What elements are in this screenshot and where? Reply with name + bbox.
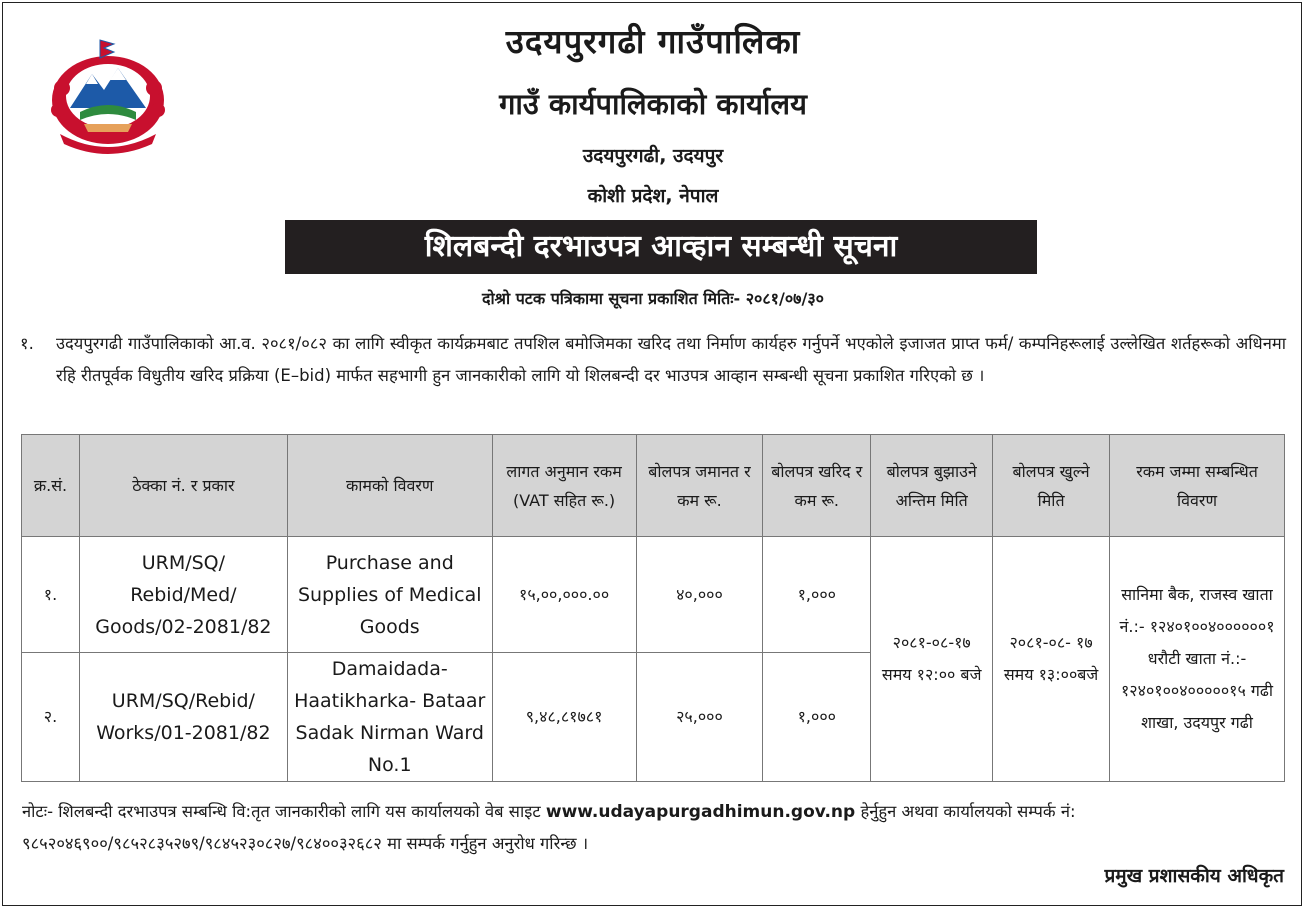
cell-doc-fee: १,०००	[763, 653, 871, 782]
contact-note	[22, 796, 1286, 860]
header-doc-fee: बोलपत्र खरिद र कम रू.	[763, 435, 871, 537]
paragraph-number: १.	[20, 334, 34, 353]
cell-opening: २०८१-०८- १७ समय १३:००बजे	[993, 537, 1110, 782]
cell-contract: URM/SQ/ Rebid/Med/ Goods/02-2081/82	[79, 537, 287, 653]
province-line: कोशी प्रदेश, नेपाल	[587, 185, 719, 207]
header-bid-security: बोलपत्र जमानत र कम रू.	[636, 435, 763, 537]
cell-estimate: ९,४८,८१७८१	[492, 653, 636, 782]
paragraph-text: उदयपुरगढी गाउँपालिकाको आ.व. २०८१/०८२ का लागि स्वीकृत कार्यक्रमबाट तपशिल बमोजिमका खरिद तथा निर्माण कार्यहरु गर्नुपर्ने भएकोले इजाजत प्राप्त फर्म/ कम्पनिहरूलाई उल्लेखित शर्तहरूको अधिनमा रहि रीतपूर्वक विधुतीय खरिद प्रक्रिया (E–bid) मार्फत सहभागी हुन जानकारीको लागि यो शिलबन्दी दर भाउपत्र आव्हान सम्बन्धी सूचना प्रकाशित गरिएको छ ।	[56, 334, 1286, 385]
cell-bid-security: २५,०००	[636, 653, 763, 782]
office-address: उदयपुरगढी, उदयपुर	[582, 145, 724, 167]
cell-sn: २.	[22, 653, 80, 782]
header-description: कामको विवरण	[287, 435, 492, 537]
intro-paragraph	[20, 328, 1286, 392]
header-estimate: लागत अनुमान रकम (VAT सहित रू.)	[492, 435, 636, 537]
office-name: गाउँ कार्यपालिकाको कार्यालय	[499, 87, 807, 121]
cell-description: Damaidada- Haatikharka- Bataar Sadak Nirman Ward No.1	[287, 653, 492, 782]
header-contract: ठेक्का नं. र प्रकार	[79, 435, 287, 537]
cell-doc-fee: १,०००	[763, 537, 871, 653]
publication-date: दोश्रो पटक पत्रिकामा सूचना प्रकाशित मितिः- २०८१/०७/३०	[482, 289, 824, 308]
cell-sn: १.	[22, 537, 80, 653]
tender-table	[21, 434, 1285, 782]
note-prefix: नोटः- शिलबन्दी दरभाउपत्र सम्बन्धि वि:तृत जानकारीको लागि यस कार्यालयको वेब साइट	[22, 802, 541, 821]
website-link[interactable]: www.udayapurgadhimun.gov.np	[545, 802, 856, 822]
notice-banner: शिलबन्दी दरभाउपत्र आव्हान सम्बन्धी सूचना	[285, 220, 1037, 274]
municipality-title: उदयपुरगढी गाउँपालिका	[505, 22, 801, 61]
header-opening: बोलपत्र खुल्ने मिति	[993, 435, 1110, 537]
table-header-row	[22, 435, 1285, 537]
cell-deposit: सानिमा बैक, राजस्व खाता नं.:- १२४०१००४००००००१ धरौटी खाता नं.:- १२४०१००४०००००१५ गढी शाखा, उदयपुर गढी	[1110, 537, 1285, 782]
cell-deadline: २०८१-०८-१७ समय १२:०० बजे	[871, 537, 993, 782]
cell-contract: URM/SQ/Rebid/ Works/01-2081/82	[79, 653, 287, 782]
header-deadline: बोलपत्र बुझाउने अन्तिम मिति	[871, 435, 993, 537]
note-suffix: हेर्नुहुन अथवा कार्यालयको सम्पर्क नं: ९८५२०४६९००/९८५२८३५२७९/९८४५२३०८२७/९८४००३२६८२ मा सम्पर्क गर्नुहुन अनुरोध गरिन्छ ।	[22, 802, 1076, 853]
cell-bid-security: ४०,०००	[636, 537, 763, 653]
cell-estimate: १५,००,०००.००	[492, 537, 636, 653]
header-sn: क्र.सं.	[22, 435, 80, 537]
cell-description: Purchase and Supplies of Medical Goods	[287, 537, 492, 653]
header-deposit: रकम जम्मा सम्बन्धित विवरण	[1110, 435, 1285, 537]
table-row	[22, 537, 1285, 653]
signatory-title: प्रमुख प्रशासकीय अधिकृत	[1104, 865, 1284, 887]
